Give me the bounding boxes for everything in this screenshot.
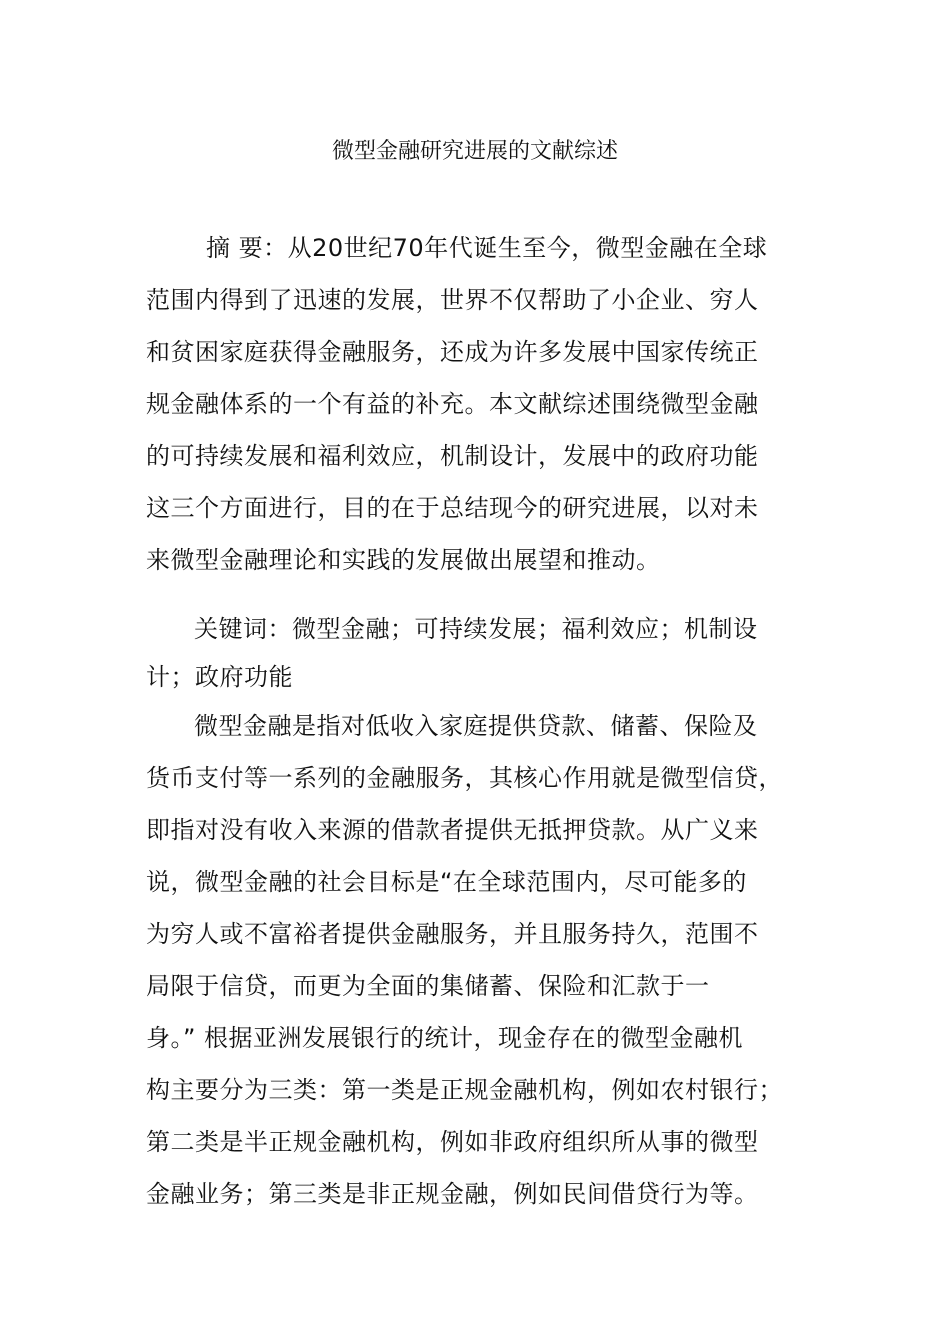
body-line: 即指对没有收入来源的借款者提供无抵押贷款。从广义来 (146, 816, 759, 844)
abstract-line: 这三个方面进行，目的在于总结现今的研究进展，以对未 (146, 494, 759, 522)
body-line: 局限于信贷，而更为全面的集储蓄、保险和汇款于一 (146, 972, 710, 1000)
body-line: 金融业务；第三类是非正规金融，例如民间借贷行为等。 (146, 1180, 759, 1208)
body-line: 构主要分为三类：第一类是正规金融机构，例如农村银行； (146, 1076, 783, 1104)
body-line: 说，微型金融的社会目标是“在全球范围内，尽可能多的 (146, 868, 747, 896)
abstract-line: 来微型金融理论和实践的发展做出展望和推动。 (146, 546, 661, 574)
body-line: 身。” 根据亚洲发展银行的统计，现金存在的微型金融机 (146, 1024, 744, 1052)
body-line: 第二类是半正规金融机构，例如非政府组织所从事的微型 (146, 1128, 759, 1156)
abstract-line: 和贫困家庭获得金融服务，还成为许多发展中国家传统正 (146, 338, 759, 366)
abstract-line: 规金融体系的一个有益的补充。本文献综述围绕微型金融 (146, 390, 759, 418)
body-line: 微型金融是指对低收入家庭提供贷款、储蓄、保险及 (194, 712, 758, 740)
keywords-line: 关键词：微型金融；可持续发展；福利效应；机制设 (194, 615, 758, 643)
keywords-line: 计；政府功能 (146, 663, 293, 691)
document-title: 微型金融研究进展的文献综述 (331, 139, 618, 164)
abstract-line: 摘 要：从20世纪70年代诞生至今，微型金融在全球 (206, 234, 768, 262)
abstract-line: 的可持续发展和福利效应，机制设计，发展中的政府功能 (146, 442, 759, 470)
body-line: 为穷人或不富裕者提供金融服务，并且服务持久，范围不 (146, 920, 759, 948)
abstract-line: 范围内得到了迅速的发展，世界不仅帮助了小企业、穷人 (146, 286, 759, 314)
body-line: 货币支付等一系列的金融服务，其核心作用就是微型信贷， (146, 764, 783, 792)
